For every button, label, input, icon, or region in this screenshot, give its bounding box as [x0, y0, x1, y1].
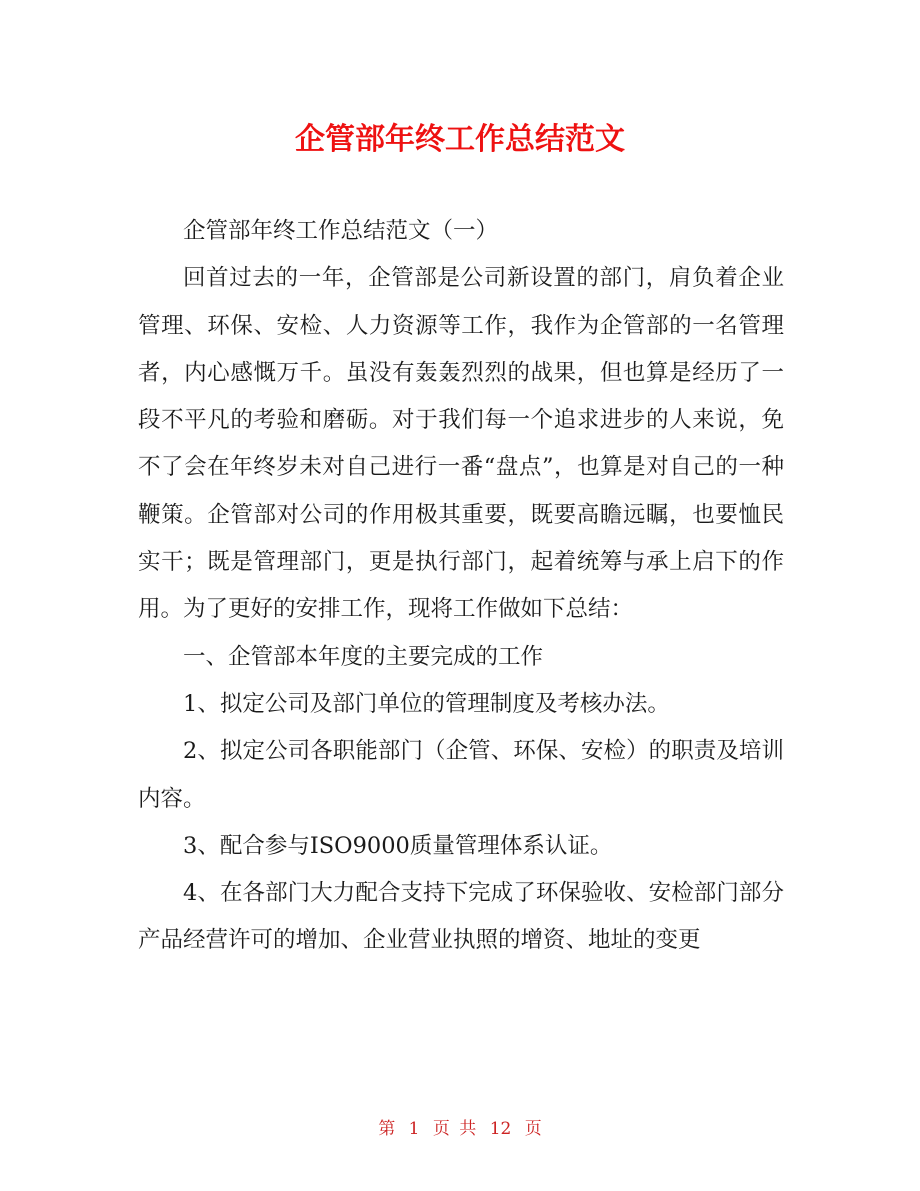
footer-middle: 页 共 [432, 1119, 477, 1139]
list-item-4: 4、在各部门大力配合支持下完成了环保验收、安检部门部分产品经营许可的增加、企业营业执照的增资、地址的变更 [138, 880, 784, 954]
intro-paragraph: 回首过去的一年，企管部是公司新设置的部门，肩负着企业管理、环保、安检、人力资源等工作，我作为企管部的一名管理者，内心感慨万千。虽没有轰轰烈烈的战果，但也算是经历了一段不平凡的考验和磨砺。对于我们每一个追求进步的人来说，免不了会在年终岁未对自己进行一番“盘点”，也算是对自己的一种鞭策。企管部对公司的作用极其重要，既要高瞻远瞩，也要恤民实干；既是管理部门，更是执行部门，起着统筹与承上启下的作用。为了更好的安排工作，现将工作做如下总结： [138, 265, 784, 623]
footer-prefix: 第 [378, 1119, 396, 1139]
subsection-heading: 一、企管部本年度的主要完成的工作 [183, 643, 544, 670]
list-item-1: 1、拟定公司及部门单位的管理制度及考核办法。 [183, 690, 670, 717]
list-item-2: 2、拟定公司各职能部门（企管、环保、安检）的职责及培训内容。 [138, 738, 784, 812]
footer-suffix: 页 [524, 1119, 542, 1139]
section-heading: 企管部年终工作总结范文（一） [183, 218, 499, 244]
document-body [138, 208, 784, 965]
document-title: 企管部年终工作总结范文 [295, 122, 625, 157]
page-number-footer [0, 1114, 920, 1139]
footer-total-pages: 12 [489, 1119, 512, 1139]
footer-current-page: 1 [408, 1119, 420, 1139]
list-item-3: 3、配合参与ISO9000质量管理体系认证。 [183, 832, 613, 859]
